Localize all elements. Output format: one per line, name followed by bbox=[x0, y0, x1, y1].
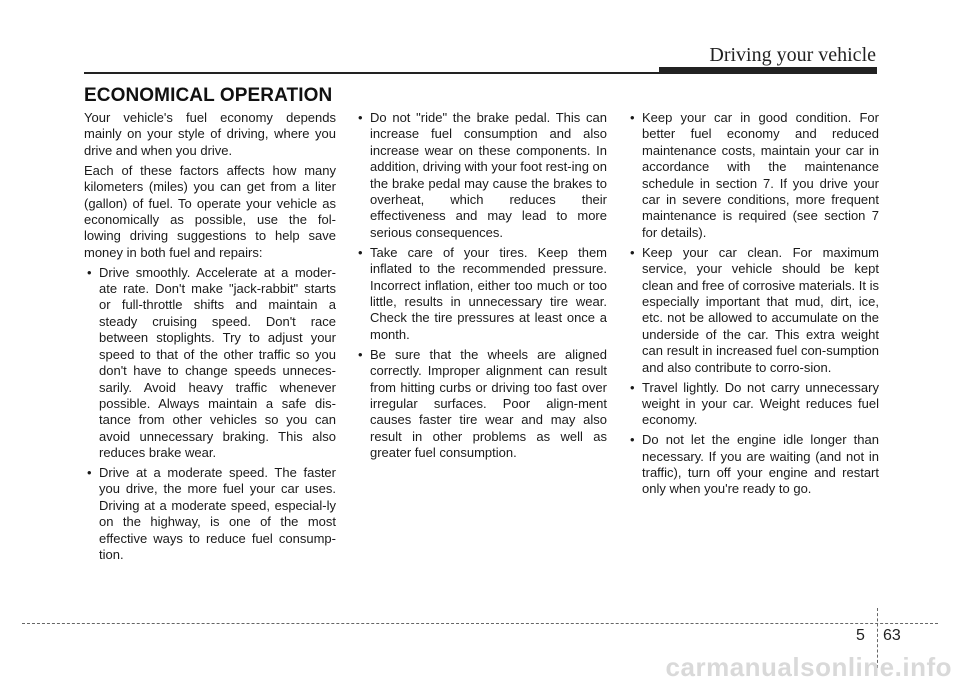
bullet-icon: • bbox=[630, 379, 635, 395]
chapter-title: Driving your vehicle bbox=[709, 44, 876, 66]
list-item-text: Drive smoothly. Accelerate at a moder-ate rate. Don't make "jack-rabbit" starts or full-throttle shifts and maintain a steady cruising speed. Don't race between stoplights. Try to adjust your speed to that of the other traffic so you don't have to change speeds unneces-sarily. Avoid heavy traffic whenever possible. Always maintain a safe dis-tance from other vehicles so you can avoid unnecessary braking. This also reduces brake wear. bbox=[99, 264, 336, 461]
bullet-icon: • bbox=[87, 465, 92, 481]
bullet-icon: • bbox=[87, 264, 92, 280]
intro-paragraph: Your vehicle's fuel economy depends mainly on your style of driving, where you drive and when you drive. bbox=[84, 110, 336, 158]
bullet-icon: • bbox=[358, 346, 363, 362]
list-item bbox=[84, 465, 336, 563]
list-item bbox=[84, 265, 336, 462]
tips-list-3 bbox=[627, 110, 879, 498]
list-item bbox=[355, 245, 607, 343]
watermark: carmanualsonline.info bbox=[665, 652, 952, 682]
list-item bbox=[355, 347, 607, 462]
list-item-text: Keep your car in good condition. For better fuel economy and reduced maintenance costs, maintain your car in accordance with the maintenance schedule in section 7. If you drive your car in severe conditions, more frequent maintenance is required (see section 7 for details). bbox=[642, 110, 879, 240]
list-item-text: Do not let the engine idle longer than necessary. If you are waiting (and not in traffic), turn off your engine and restart only when you're ready to go. bbox=[642, 432, 879, 497]
tips-list-1 bbox=[84, 265, 336, 564]
list-item bbox=[627, 110, 879, 241]
bullet-icon: • bbox=[630, 110, 635, 125]
list-item-text: Travel lightly. Do not carry unnecessary weight in your car. Weight reduces fuel economy. bbox=[642, 379, 879, 428]
text-column-2 bbox=[355, 110, 607, 465]
list-item bbox=[627, 432, 879, 498]
tips-list-2 bbox=[355, 110, 607, 462]
list-item-text: Keep your car clean. For maximum service, your vehicle should be kept clean and free of corrosive materials. It is especially important that mud, dirt, ice, etc. not be allowed to accumulate on the underside of the car. This extra weight can result in increased fuel con-sumption and also contribute to corro-sion. bbox=[642, 244, 879, 375]
list-item bbox=[355, 110, 607, 241]
header-rule bbox=[84, 72, 659, 74]
list-item bbox=[627, 380, 879, 429]
bullet-icon: • bbox=[358, 110, 363, 125]
list-item-text: Do not "ride" the brake pedal. This can increase fuel consumption and also increase wear on these components. In addition, driving with your foot rest-ing on the brake pedal may cause the brakes to overheat, which reduces their effectiveness and may lead to more serious consequences. bbox=[370, 110, 608, 240]
text-column-1 bbox=[84, 110, 336, 567]
text-column-3 bbox=[627, 110, 879, 501]
header-bar bbox=[659, 67, 877, 74]
bullet-icon: • bbox=[630, 432, 635, 448]
bullet-icon: • bbox=[630, 244, 635, 260]
section-heading: ECONOMICAL OPERATION bbox=[84, 85, 333, 106]
chapter-number: 5 bbox=[856, 627, 865, 644]
list-item-text: Take care of your tires. Keep them inflated to the recommended pressure. Incorrect inflation, either too much or too little, results in unnecessary tire wear. Check the tire pressures at least once a month. bbox=[370, 244, 607, 342]
list-item bbox=[627, 245, 879, 376]
list-item-text: Be sure that the wheels are aligned correctly. Improper alignment can result from hitting curbs or driving too fast over irregular surfaces. Poor align-ment causes faster tire wear and may also result in other problems as well as greater fuel consumption. bbox=[370, 346, 607, 461]
footer-rule bbox=[22, 623, 938, 624]
bullet-icon: • bbox=[358, 244, 363, 260]
factors-paragraph: Each of these factors affects how many kilometers (miles) you can get from a liter (gallon) of fuel. To operate your vehicle as economically as possible, use the fol-lowing driving suggestions to help save money in both fuel and repairs: bbox=[84, 162, 336, 260]
list-item-text: Drive at a moderate speed. The faster you drive, the more fuel your car uses. Driving at a moderate speed, especial-ly on the highway, is one of the most effective ways to reduce fuel consump-tion. bbox=[99, 465, 336, 563]
page-number: 63 bbox=[883, 627, 901, 644]
